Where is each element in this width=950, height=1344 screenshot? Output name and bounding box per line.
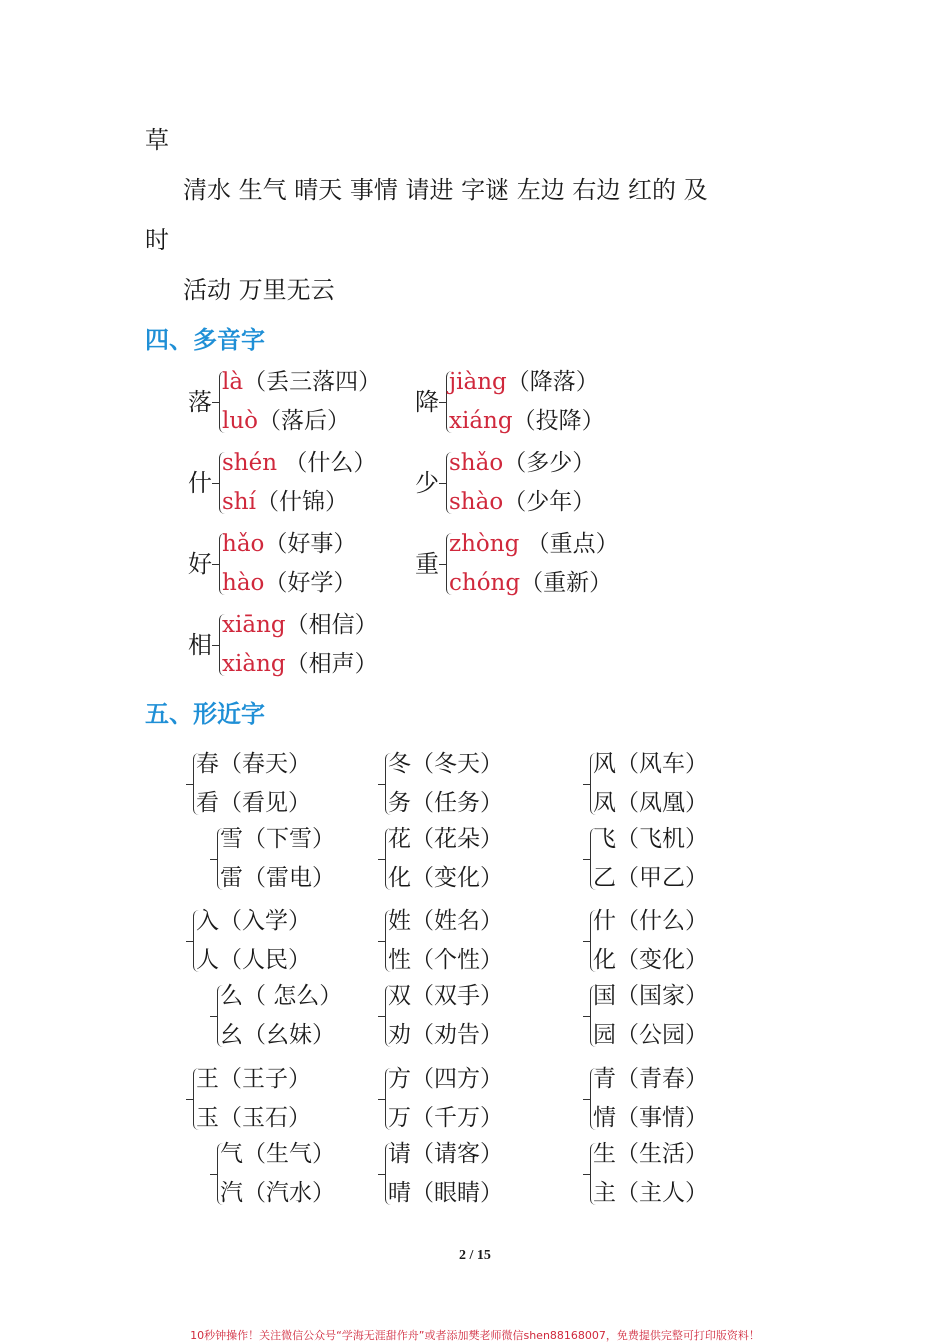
similar-char-item: 乙（甲乙） xyxy=(593,865,708,891)
similar-char-item: 什（什么） xyxy=(593,908,708,934)
similar-char-item: 风（风车） xyxy=(593,751,708,777)
similar-char-item: 国（国家） xyxy=(593,983,708,1009)
polyphone-reading xyxy=(222,367,381,397)
similar-char-item: 春（春天） xyxy=(196,751,311,777)
example-word: （降落） xyxy=(506,369,599,395)
polyphone-reading xyxy=(222,649,378,679)
similar-char-item: 王（王子） xyxy=(196,1066,311,1092)
polyphone-reading xyxy=(222,568,356,598)
polyphone-reading xyxy=(222,610,378,640)
example-word: （落后） xyxy=(258,408,351,434)
polyphone-reading xyxy=(449,568,612,598)
polyphone-reading xyxy=(449,487,595,517)
similar-char-item: 人（人民） xyxy=(196,947,311,973)
similar-char-item: 青（青春） xyxy=(593,1066,708,1092)
polyphone-reading xyxy=(222,406,350,436)
similar-char-item: 玉（玉石） xyxy=(196,1105,311,1131)
similar-char-item: 性（个性） xyxy=(388,947,503,973)
pinyin: shǎo xyxy=(449,450,504,476)
example-word: （重新） xyxy=(520,570,613,596)
text-line-3: 时 xyxy=(145,226,169,254)
similar-char-item: 气（生气） xyxy=(220,1141,335,1167)
similar-char-item: 雪（下雪） xyxy=(220,826,335,852)
similar-char-item: 飞（飞机） xyxy=(593,826,708,852)
polyphone-reading xyxy=(222,529,356,559)
text-line-2: 清水 生气 晴天 事情 请进 字谜 左边 右边 红的 及 xyxy=(183,176,708,204)
example-word: （好学） xyxy=(264,570,357,596)
page-number: 2 / 15 xyxy=(459,1248,491,1263)
polyphone-reading xyxy=(449,367,599,397)
example-word: （相信） xyxy=(285,612,378,638)
similar-char-item: 看（看见） xyxy=(196,790,311,816)
similar-char-item: 务（任务） xyxy=(388,790,503,816)
polyphone-reading xyxy=(222,487,348,517)
example-word: （相声） xyxy=(285,651,378,677)
similar-char-item: 请（请客） xyxy=(388,1141,503,1167)
section-heading-polyphones: 四、多音字 xyxy=(145,326,265,354)
pinyin: luò xyxy=(222,408,259,434)
example-word: （丢三落四） xyxy=(243,369,382,395)
example-word: （投降） xyxy=(512,408,605,434)
pinyin: shén xyxy=(222,450,278,476)
polyphone-reading xyxy=(449,529,619,559)
example-word: （好事） xyxy=(264,531,357,557)
pinyin: chóng xyxy=(449,570,521,596)
similar-char-item: 花（花朵） xyxy=(388,826,503,852)
similar-char-item: 园（公园） xyxy=(593,1022,708,1048)
section-heading-similar-chars: 五、形近字 xyxy=(145,700,265,728)
polyphone-reading xyxy=(449,406,605,436)
similar-char-item: 情（事情） xyxy=(593,1105,708,1131)
similar-char-item: 么（ 怎么） xyxy=(220,983,343,1009)
similar-char-item: 晴（眼睛） xyxy=(388,1180,503,1206)
pinyin: shí xyxy=(222,489,256,515)
polyphone-reading xyxy=(222,448,376,478)
pinyin: hào xyxy=(222,570,265,596)
text-line-4: 活动 万里无云 xyxy=(183,276,335,304)
similar-char-item: 幺（幺妹） xyxy=(220,1022,335,1048)
polyphone-char: 少 xyxy=(415,469,439,497)
similar-char-item: 劝（劝告） xyxy=(388,1022,503,1048)
similar-char-item: 雷（雷电） xyxy=(220,865,335,891)
pinyin: xiàng xyxy=(222,651,286,677)
polyphone-reading xyxy=(449,448,595,478)
similar-char-item: 姓（姓名） xyxy=(388,908,503,934)
pinyin: xiāng xyxy=(222,612,286,638)
pinyin: là xyxy=(222,369,244,395)
pinyin: hǎo xyxy=(222,531,265,557)
similar-char-item: 双（双手） xyxy=(388,983,503,1009)
example-word: （什么） xyxy=(277,450,377,476)
example-word: （多少） xyxy=(503,450,596,476)
similar-char-item: 万（千万） xyxy=(388,1105,503,1131)
pinyin: shào xyxy=(449,489,504,515)
footer-note: 10秒钟操作！关注微信公众号“学海无涯甜作舟”或者添加樊老师微信shen88168007，免费提供完整可打印版资料！ xyxy=(190,1329,760,1342)
similar-char-item: 汽（汽水） xyxy=(220,1180,335,1206)
text-line-1: 草 xyxy=(145,126,169,154)
similar-char-item: 化（变化） xyxy=(593,947,708,973)
similar-char-item: 冬（冬天） xyxy=(388,751,503,777)
pinyin: xiáng xyxy=(449,408,513,434)
polyphone-char: 重 xyxy=(415,550,439,578)
polyphone-char: 落 xyxy=(188,388,212,416)
polyphone-char: 什 xyxy=(188,469,212,497)
polyphone-char: 降 xyxy=(415,388,439,416)
similar-char-item: 生（生活） xyxy=(593,1141,708,1167)
similar-char-item: 方（四方） xyxy=(388,1066,503,1092)
pinyin: zhòng xyxy=(449,531,520,557)
polyphone-char: 相 xyxy=(188,631,212,659)
example-word: （重点） xyxy=(519,531,619,557)
example-word: （什锦） xyxy=(255,489,348,515)
similar-char-item: 主（主人） xyxy=(593,1180,708,1206)
polyphone-char: 好 xyxy=(188,550,212,578)
similar-char-item: 入（入学） xyxy=(196,908,311,934)
example-word: （少年） xyxy=(503,489,596,515)
similar-char-item: 凤（凤凰） xyxy=(593,790,708,816)
pinyin: jiàng xyxy=(449,369,507,395)
similar-char-item: 化（变化） xyxy=(388,865,503,891)
